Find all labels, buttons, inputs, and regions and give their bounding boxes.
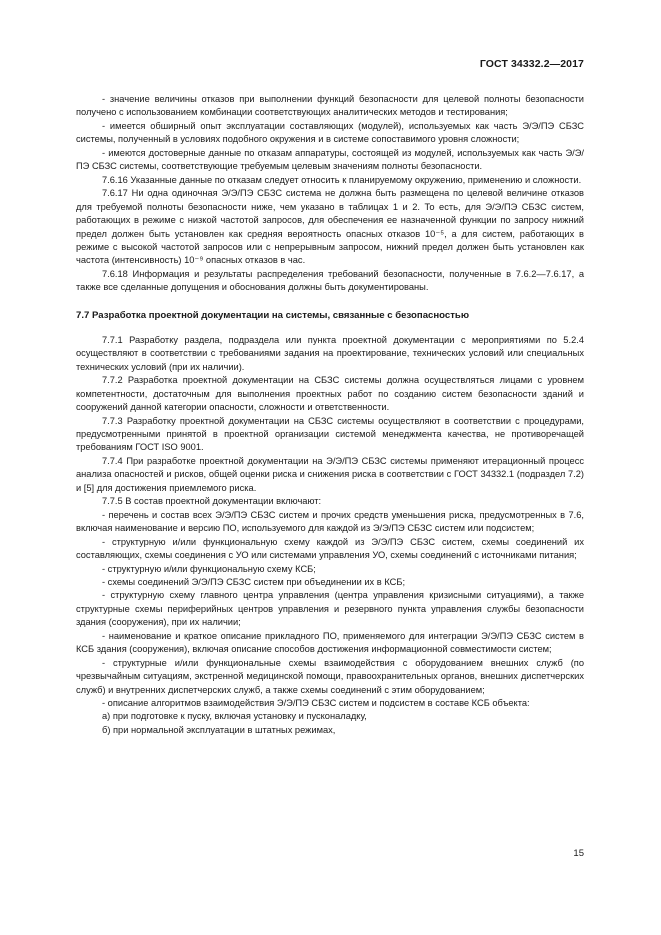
paragraph: - имеются достоверные данные по отказам аппаратуры, состоящей из модулей, используемых как часть Э/Э/ПЭ СБЗС системы, соответствующие требуемым целевым значениям полноты безопасности. bbox=[76, 147, 584, 172]
list-item: - описание алгоритмов взаимодействия Э/Э/ПЭ СБЗС систем и подсистем в составе КСБ объекта: bbox=[102, 698, 530, 709]
page-number: 15 bbox=[573, 848, 584, 859]
list-item: - наименование и краткое описание прикладного ПО, применяемого для интеграции Э/Э/ПЭ СБЗС систем в КСБ здания (сооружения), включая описание способов достижения информационной совместимости систем; bbox=[76, 630, 584, 655]
paragraph: 7.7.3 Разработку проектной документации на СБЗС системы осуществляют в соответствии с процедурами, предусмотренными принятой в проектной организации системой менеджмента качества, не противоречащей требованиям ГОСТ ISO 9001. bbox=[76, 415, 584, 453]
paragraph: 7.7.1 Разработку раздела, подраздела или пункта проектной документации с мероприятиями по 5.2.4 осуществляют в соответствии с требованиями задания на проектирование, технических условий или специальных технических условий (при их наличии). bbox=[76, 334, 584, 372]
paragraph: 7.7.2 Разработка проектной документации на СБЗС системы должна осуществляться лицами с уровнем компетентности, достаточным для выполнения проектных работ по созданию систем безопасности зданий и сооружений данной категории опасности, сложности и ответственности. bbox=[76, 375, 584, 413]
list-item: - перечень и состав всех Э/Э/ПЭ СБЗС систем и прочих средств уменьшения риска, предусмотренных в 7.6, включая наименование и версию ПО, используемого для каждой из Э/Э/ПЭ СБЗС систем или подсистем; bbox=[76, 509, 584, 534]
paragraph: - значение величины отказов при выполнении функций безопасности для целевой полноты безопасности получено с использованием комбинации соответствующих аналитических методов и тестирования; bbox=[76, 94, 584, 118]
section-title: 7.7 Разработка проектной документации на системы, связанные с безопасностью bbox=[76, 309, 470, 321]
paragraph: 7.6.16 Указанные данные по отказам следует относить к планируемому окружению, применению и сложности. bbox=[102, 174, 582, 185]
standard-header: ГОСТ 34332.2—2017 bbox=[479, 58, 584, 70]
sub-list-item: а) при подготовке к пуску, включая установку и пусконаладку, bbox=[102, 711, 367, 722]
paragraph: 7.6.18 Информация и результаты распределения требований безопасности, полученные в 7.6.2—7.6.17, а также все сделанные допущения и обоснования должны быть документированы. bbox=[76, 268, 584, 293]
document-body bbox=[76, 93, 584, 737]
paragraph: 7.6.17 Ни одна одиночная Э/Э/ПЭ СБЗС система не должна быть размещена по целевой величине отказов для требуемой полноты безопасности ниже, чем указано в таблицах 1 и 2. То есть, для Э/Э/ПЭ СБЗС систем, работающих в режиме с низкой частотой запросов, для обеспечения ее назначенной функции по запросу нижний предел должен быть установлен как средняя вероятность опасных отказов 10⁻⁵, а для систем, работающих в режиме с высокой частотой запросов или с непрерывным запросом, нижний предел должен быть установлен как частота (интенсивность) 10⁻⁹ опасных отказов в час. bbox=[76, 188, 584, 266]
list-item: - структурную схему главного центра управления (центра управления кризисными ситуациями), а также структурные схемы периферийных центров управления и резервного пункта управления службы безопасности здания (сооружения), при их наличии; bbox=[76, 590, 584, 628]
sub-list-item: б) при нормальной эксплуатации в штатных режимах, bbox=[102, 724, 336, 735]
list-item: - схемы соединений Э/Э/ПЭ СБЗС систем при объединении их в КСБ; bbox=[102, 576, 406, 587]
list-item: - структурную и/или функциональную схему КСБ; bbox=[102, 563, 316, 574]
list-item: - структурные и/или функциональные схемы взаимодействия с оборудованием внешних служб (по чрезвычайным ситуациям, экстренной медицинской помощи, правоохранительных органов, внешних диспетчерских служб) и внутренних диспетчерских служб, а также схемы соединений с этим оборудованием; bbox=[76, 657, 584, 695]
paragraph: 7.7.4 При разработке проектной документации на Э/Э/ПЭ СБЗС системы применяют итерационный процесс анализа опасностей и рисков, общей оценки риска и снижения риска в соответствии с ГОСТ 34332.1 (подраздел 7.2) и [5] для достижения приемлемого риска. bbox=[76, 455, 584, 493]
paragraph: 7.7.5 В состав проектной документации включают: bbox=[102, 496, 322, 507]
paragraph: - имеется обширный опыт эксплуатации составляющих (модулей), используемых как часть Э/Э/ПЭ СБЗС системы, полученный в условиях подобного окружения и в системе сопоставимого уровня сложности; bbox=[76, 120, 584, 145]
list-item: - структурную и/или функциональную схему каждой из Э/Э/ПЭ СБЗС систем, схемы соединений их составляющих, схемы соединения с УО или системами управления УО, схемы соединений с источниками питания; bbox=[76, 536, 584, 561]
